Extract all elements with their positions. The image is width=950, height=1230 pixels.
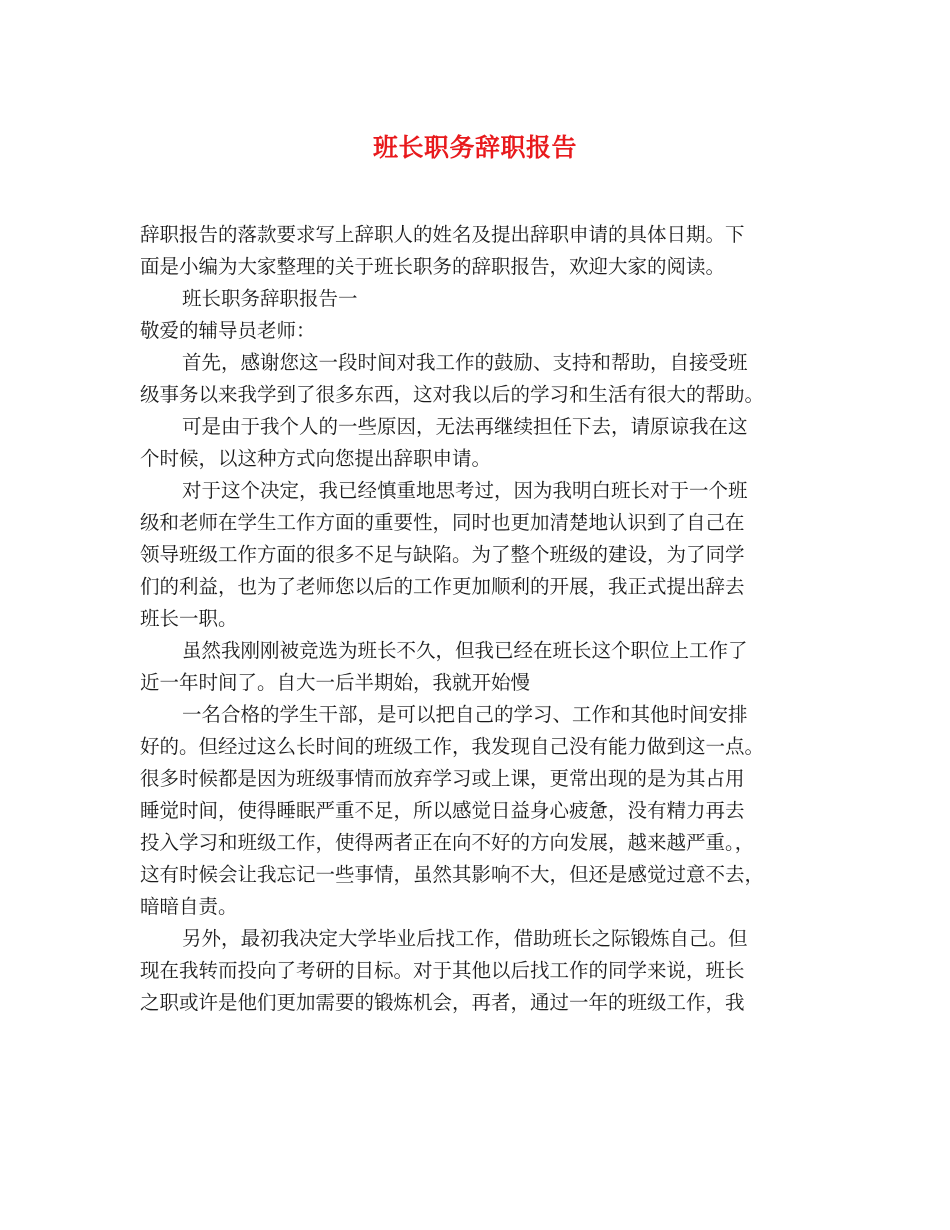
text-line: 班长一职。 bbox=[140, 607, 238, 630]
text-line: 另外，最初我决定大学毕业后找工作，借助班长之际锻炼自己。但 bbox=[182, 927, 748, 950]
text-line: 投入学习和班级工作，使得两者正在向不好的方向发展，越来越严重。， bbox=[140, 831, 755, 854]
text-line: 之职或许是他们更加需要的锻炼机会，再者，通过一年的班级工作，我 bbox=[140, 991, 745, 1014]
text-line: 面是小编为大家整理的关于班长职务的辞职报告，欢迎大家的阅读。 bbox=[140, 255, 726, 278]
text-line: 睡觉时间，使得睡眠严重不足，所以感觉日益身心疲惫，没有精力再去 bbox=[140, 799, 745, 822]
text-line: 领导班级工作方面的很多不足与缺陷。为了整个班级的建设，为了同学 bbox=[140, 543, 745, 566]
text-line: 敬爱的辅导员老师： bbox=[140, 319, 316, 342]
text-line: 们的利益，也为了老师您以后的工作更加顺利的开展，我正式提出辞去 bbox=[140, 575, 745, 598]
document-body bbox=[140, 219, 812, 1019]
text-line: 辞职报告的落款要求写上辞职人的姓名及提出辞职申请的具体日期。下 bbox=[140, 223, 745, 246]
text-line: 现在我转而投向了考研的目标。对于其他以后找工作的同学来说，班长 bbox=[140, 959, 745, 982]
text-line: 好的。但经过这么长时间的班级工作，我发现自己没有能力做到这一点。 bbox=[140, 735, 765, 758]
text-line: 可是由于我个人的一些原因，无法再继续担任下去，请原谅我在这 bbox=[182, 415, 748, 438]
text-line: 级和老师在学生工作方面的重要性，同时也更加清楚地认识到了自己在 bbox=[140, 511, 745, 534]
text-line: 一名合格的学生干部，是可以把自己的学习、工作和其他时间安排 bbox=[182, 703, 748, 726]
text-line: 班长职务辞职报告一 bbox=[182, 287, 358, 310]
text-line: 暗暗自责。 bbox=[140, 895, 238, 918]
text-line: 个时候，以这种方式向您提出辞职申请。 bbox=[140, 447, 492, 470]
text-line: 对于这个决定，我已经慎重地思考过，因为我明白班长对于一个班 bbox=[182, 479, 748, 502]
text-line: 首先，感谢您这一段时间对我工作的鼓励、支持和帮助，自接受班 bbox=[182, 351, 748, 374]
text-line: 级事务以来我学到了很多东西，这对我以后的学习和生活有很大的帮助。 bbox=[140, 383, 765, 406]
text-line: 这有时候会让我忘记一些事情，虽然其影响不大，但还是感觉过意不去， bbox=[140, 863, 765, 886]
text-line: 很多时候都是因为班级事情而放弃学习或上课，更常出现的是为其占用 bbox=[140, 767, 745, 790]
text-line: 虽然我刚刚被竞选为班长不久，但我已经在班长这个职位上工作了 bbox=[182, 639, 748, 662]
text-line: 近一年时间了。自大一后半期始，我就开始慢 bbox=[140, 671, 531, 694]
document-title: 班长职务辞职报告 bbox=[372, 133, 577, 162]
